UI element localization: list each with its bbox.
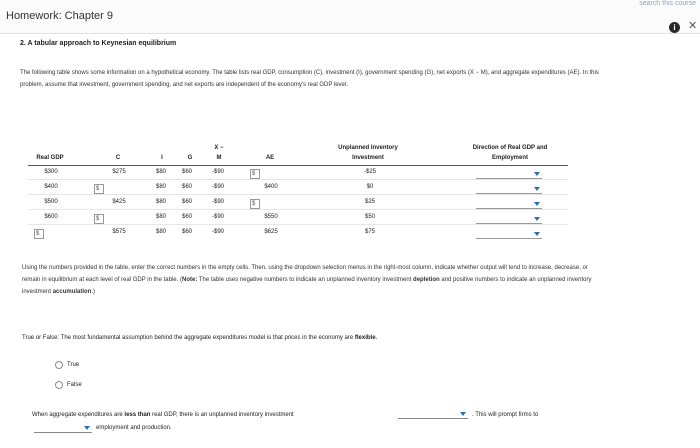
final-part3: . This will prompt firms to [472, 412, 539, 418]
cell-gdp: $400 [44, 184, 58, 190]
info-icon[interactable]: i [669, 22, 680, 33]
cell-gdp: $600 [44, 214, 58, 220]
gdp-input[interactable]: $ [34, 229, 44, 239]
true-false-question [22, 335, 377, 341]
cell-unplanned: $0 [366, 184, 374, 190]
header-g: G [187, 155, 193, 161]
cell-unplanned: $75 [364, 229, 375, 235]
top-bar [0, 0, 700, 34]
direction-dropdown[interactable] [476, 199, 542, 209]
chevron-down-icon [534, 217, 540, 221]
chevron-down-icon [84, 426, 90, 430]
question-intro: The following table shows some information on a hypothetical economy. The table lists real GDP, consumption (C), investment (I), government spending (G), net exports (X − M), and aggregate expenditures (AE). In this problem, assume that investment, government spending, and net exports are independent of the economy's real GDP level. [20, 70, 599, 88]
accumulation-term: accumulation [52, 289, 92, 295]
header-c: C [115, 155, 121, 161]
cell-xm: -$90 [211, 214, 224, 220]
cell-ae: $400 [264, 184, 278, 190]
ae-input[interactable]: $ [250, 199, 260, 209]
final-part1: When aggregate expenditures are [32, 412, 125, 418]
header-unplanned-top: Unplanned Inventory [338, 145, 398, 151]
c-input[interactable]: $ [94, 214, 104, 224]
cell-g: $60 [181, 169, 192, 175]
chevron-down-icon [534, 202, 540, 206]
tf-prefix: True or False: The most fundamental assumption behind the aggregate expenditures model is that prices in the economy are [22, 335, 355, 341]
true-radio[interactable] [55, 361, 63, 369]
cell-unplanned: $50 [364, 214, 375, 220]
cell-g: $60 [181, 199, 192, 205]
direction-dropdown[interactable] [476, 184, 542, 194]
tf-emphasis: flexible [354, 335, 376, 341]
false-radio[interactable] [55, 381, 63, 389]
chevron-down-icon [460, 412, 466, 416]
instructions-part4: .) [91, 289, 96, 295]
cell-gdp: $500 [44, 199, 58, 205]
cell-c: $575 [112, 229, 126, 235]
search-course-link[interactable]: search this course [639, 0, 696, 7]
chevron-down-icon [534, 172, 540, 176]
page-title: Homework: Chapter 9 [6, 10, 113, 22]
inventory-dropdown[interactable] [398, 409, 468, 419]
cell-g: $60 [181, 214, 192, 220]
cell-ae: $550 [264, 214, 278, 220]
header-direction-top: Direction of Real GDP and [472, 145, 548, 151]
table-row [28, 198, 568, 210]
c-input[interactable]: $ [94, 184, 104, 194]
depletion-term: depletion [413, 277, 440, 283]
final-emphasis: less than [124, 412, 151, 418]
final-part2: real GDP, there is an unplanned inventory investment [150, 412, 294, 418]
false-label[interactable]: False [67, 382, 82, 388]
table-row [28, 168, 568, 180]
header-xm-bottom: M [216, 155, 222, 161]
cell-xm: -$90 [211, 229, 224, 235]
firms-response-dropdown[interactable] [34, 423, 92, 433]
cell-c: $275 [112, 169, 126, 175]
instructions-part1: Using the numbers provided in the table, enter the correct numbers in the empty cells. Then, using the dropdown selection menus in the right-most column, indicate whether output will tend to increase, decrease, or remain in equilibrium at each level of real GDP in the table. ( [22, 265, 588, 283]
note-label: Note: [181, 277, 198, 283]
cell-i: $80 [155, 199, 166, 205]
instructions-part3: and positive numbers to indicate an unplanned inventory investment [22, 277, 592, 295]
table-row [28, 183, 568, 195]
ae-input[interactable]: $ [250, 169, 260, 179]
cell-unplanned: -$25 [363, 169, 376, 175]
header-unplanned-bottom: Investment [352, 155, 384, 161]
header-xm-top: X − [214, 145, 224, 151]
instructions-text [22, 262, 592, 298]
cell-unplanned: $25 [364, 199, 375, 205]
cell-i: $80 [155, 184, 166, 190]
table-row [28, 228, 568, 240]
final-part4: employment and production. [96, 425, 172, 431]
table-row [28, 213, 568, 225]
direction-dropdown[interactable] [476, 169, 542, 179]
cell-xm: -$90 [211, 199, 224, 205]
cell-i: $80 [155, 214, 166, 220]
close-icon[interactable]: ✕ [688, 20, 698, 32]
question-heading: 2. A tabular approach to Keynesian equilibrium [20, 40, 177, 47]
chevron-down-icon [534, 187, 540, 191]
cell-i: $80 [155, 229, 166, 235]
header-real-gdp: Real GDP [36, 155, 64, 161]
direction-dropdown[interactable] [476, 214, 542, 224]
tf-suffix: . [375, 335, 378, 341]
cell-ae: $625 [264, 229, 278, 235]
header-divider [28, 165, 568, 166]
cell-gdp: $300 [44, 169, 58, 175]
cell-xm: -$90 [211, 169, 224, 175]
cell-i: $80 [155, 169, 166, 175]
cell-xm: -$90 [211, 184, 224, 190]
instructions-part2: The table uses negative numbers to indicate an unplanned inventory investment [197, 277, 414, 283]
true-label[interactable]: True [67, 362, 80, 368]
chevron-down-icon [534, 232, 540, 236]
header-direction-bottom: Employment [491, 155, 528, 161]
header-ae: AE [265, 155, 275, 161]
header-i: I [161, 155, 163, 161]
cell-c: $425 [112, 199, 126, 205]
cell-g: $60 [181, 184, 192, 190]
cell-g: $60 [181, 229, 192, 235]
direction-dropdown[interactable] [476, 229, 542, 239]
